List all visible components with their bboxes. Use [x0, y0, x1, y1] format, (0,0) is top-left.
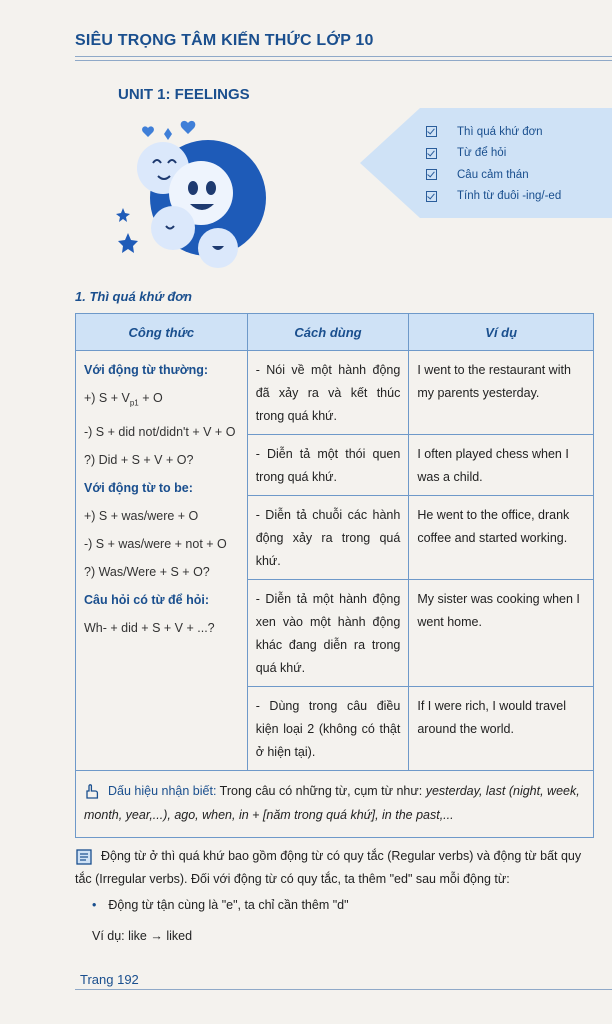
running-header: SIÊU TRỌNG TÂM KIẾN THỨC LỚP 10	[75, 32, 374, 49]
example-cell: I often played chess when I was a child.	[409, 435, 594, 496]
page-number: Trang 192	[80, 972, 139, 987]
formula-line: ?) Was/Were + S + O?	[84, 564, 210, 579]
note-keywords: yesterday, last (night, week, month, year,...), ago, when, in + [năm trong quá khứ], in the past,...	[84, 784, 580, 822]
usage-cell: - Dùng trong câu điều kiện loại 2 (không có thật ở hiện tại).	[247, 687, 409, 771]
footer-divider	[75, 989, 612, 990]
section-title: 1. Thì quá khứ đơn	[75, 289, 192, 304]
formula-line: Wh- + did + S + V + ...?	[84, 620, 215, 635]
pointing-hand-icon	[84, 784, 100, 800]
formula-line: ?) Did + S + V + O?	[84, 452, 194, 467]
topic-item: Câu cảm thán	[426, 164, 561, 186]
grammar-table	[75, 313, 594, 838]
usage-cell: - Diễn tả một hành động xen vào một hành động khác đang diễn ra trong quá khứ.	[247, 580, 409, 687]
paragraph-text: Động từ ở thì quá khứ bao gồm động từ có quy tắc (Regular verbs) và động từ bất quy tắc (Irregular verbs). Đối với động từ có quy tắc, ta thêm "ed" sau mỗi động từ:	[75, 849, 582, 886]
formula-cell	[76, 351, 248, 771]
emoji-illustration	[108, 118, 278, 278]
bullet-item: • Động từ tận cùng là "e", ta chỉ cần thêm "d"	[92, 898, 349, 912]
notebook-icon	[75, 849, 93, 865]
example-cell: I went to the restaurant with my parents yesterday.	[409, 351, 594, 435]
formula-line: +) $S + V_{p1} + O$	[84, 391, 163, 408]
formula-line: -) S + did not/didn't + V + O	[84, 424, 236, 439]
topics-banner	[360, 108, 612, 218]
column-header: Công thức	[76, 314, 248, 351]
usage-cell: - Diễn tả một thói quen trong quá khứ.	[247, 435, 409, 496]
topic-item: Tính từ đuôi -ing/-ed	[426, 186, 561, 208]
note-text: Trong câu có những từ, cụm từ như:	[216, 784, 426, 798]
column-header: Cách dùng	[247, 314, 409, 351]
formula-subheading: Với động từ to be:	[84, 480, 193, 495]
note-cell	[76, 771, 594, 838]
example-line: Ví dụ: like → liked	[92, 929, 193, 943]
table-header-row	[76, 314, 594, 351]
body-paragraph	[75, 845, 597, 891]
table-note-row	[76, 771, 594, 838]
topics-list	[426, 121, 561, 207]
unit-title: UNIT 1: FEELINGS	[118, 86, 250, 103]
formula-subheading: Câu hỏi có từ để hỏi:	[84, 592, 210, 607]
checkbox-icon	[426, 126, 437, 137]
example-cell: If I were rich, I would travel around the world.	[409, 687, 594, 771]
topic-item: Từ để hỏi	[426, 143, 561, 165]
checkbox-icon	[426, 169, 437, 180]
formula-line: +) S + was/were + O	[84, 508, 199, 523]
topic-item: Thì quá khứ đơn	[426, 121, 561, 143]
note-label: Dấu hiệu nhận biết:	[108, 784, 217, 798]
usage-cell: - Diễn tả chuỗi các hành động xảy ra trong quá khứ.	[247, 496, 409, 580]
header-divider	[75, 56, 612, 57]
example-cell: He went to the office, drank coffee and started working.	[409, 496, 594, 580]
checkbox-icon	[426, 148, 437, 159]
checkbox-icon	[426, 191, 437, 202]
formula-subheading: Với động từ thường:	[84, 363, 209, 377]
table-row	[76, 351, 594, 435]
formula-line: -) S + was/were + not + O	[84, 536, 227, 551]
header-divider-2	[75, 60, 612, 61]
usage-cell: - Nói về một hành động đã xảy ra và kết thúc trong quá khứ.	[247, 351, 409, 435]
column-header: Ví dụ	[409, 314, 594, 351]
example-cell: My sister was cooking when I went home.	[409, 580, 594, 687]
